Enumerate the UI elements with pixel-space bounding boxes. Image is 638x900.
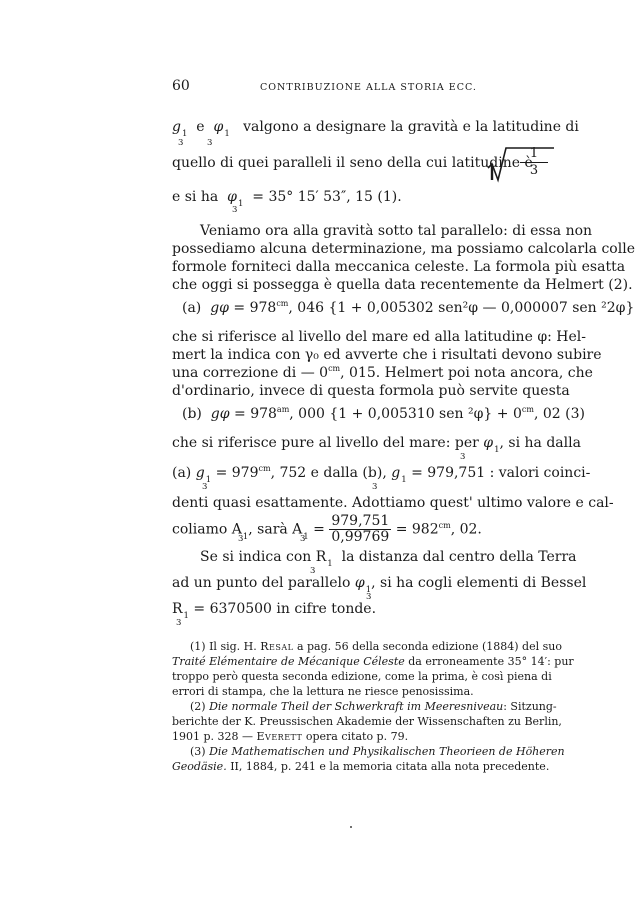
footnote-line: berichte der K. Preussischen Akademie der Wissenschaften zu Berlin, [172,715,562,728]
running-title: CONTRIBUZIONE ALLA STORIA ECC. [260,82,477,93]
text-line: (a) $g_1 = 979^{cm}$, 752 e dalla (b), $g_1 = 979,751$ : valori coinci- [172,464,591,485]
equation-b: (b) $g\varphi = 978^{am}$, 000 {1 + 0,005310 sen $^2\varphi\} + 0^{cm}$, 02 (3) [182,405,585,422]
footnote-line: troppo però questa seconda edizione, come la prima, è così piena di [172,670,552,683]
subscript-denominator: 3 [178,138,184,148]
text-line: $g_1$ e $\varphi_1$ valgono a designare la gravità e la latitudine di [172,119,579,139]
footnote-line: Geodäsie. II, 1884, p. 241 e la memoria citata alla nota precedente. [172,760,550,773]
text-line: quello di quei paralleli il seno della cui latitudine è [172,155,533,171]
footnote-1: (1) Il sig. H. Resal a pag. 56 della seconda edizione (1884) del suo [190,640,562,653]
footnote-3: (3) Die Mathematischen und Physikalischen Theorieen de Höheren [190,745,565,758]
text-line: una correzione di — $0^{cm}$, 015. Helmert poi nota ancora, che [172,364,593,381]
subscript-denominator: 3 [232,205,238,215]
fraction: $\frac{979,751}{0,99769}$ [331,513,390,545]
text-line: che si riferisce pure al livello del mare: per $\varphi_1$, si ha dalla [172,435,581,455]
subscript-denominator: 3 [366,592,372,602]
subscript-denominator: 3 [300,534,306,544]
text-line: che si riferisce al livello del mare ed alla latitudine φ: Hel- [172,329,586,345]
subscript-denominator: 3 [207,138,213,148]
text-line: Se si indica con $R_1$ la distanza dal centro della Terra [200,549,577,569]
subscript-denominator: 3 [176,618,182,628]
text-line: $R_1 = 6370500$ in cifre tonde. [172,601,377,621]
subscript-denominator: 3 [372,482,378,492]
footnote-2: (2) Die normale Theil der Schwerkraft im Meeresniveau: Sitzung- [190,700,557,713]
page-number: 60 [172,78,190,94]
footnote-line: 1901 p. 328 — Everett opera citato p. 79. [172,730,409,743]
text-line: formole forniteci dalla meccanica celeste. La formola più esatta [172,259,626,275]
text-line: coliamo $A_1$, sarà $A_1$ = $\frac{979,751}{0,99769}$ = $982^{cm}$, 02. [172,513,482,545]
subscript-denominator: 3 [460,452,466,462]
footnote-line: errori di stampa, che la lettura ne riesce penosissima. [172,685,474,698]
text-line: denti quasi esattamente. Adottiamo quest' ultimo valore e cal- [172,495,614,511]
text-line: possediamo alcuna determinazione, ma possiamo calcolarla colle [172,241,635,257]
subscript-denominator: 3 [310,566,316,576]
speck [350,826,352,828]
text-line: ad un punto del parallelo $\varphi_1$, si ha cogli elementi di Bessel [172,575,587,595]
subscript-denominator: 3 [238,534,244,544]
text-line: che oggi si possegga è quella data recentemente da Helmert (2). [172,277,633,293]
footnote-line: Traité Elémentaire de Mécanique Céleste da erroneamente 35° 14′: pur [172,655,574,668]
text-line: Veniamo ora alla gravità sotto tal parallelo: di essa non [200,223,593,239]
equation-a: (a) $g\varphi = 978^{cm}$, 046 {1 + 0,005302 sen²φ — 0,000007 sen ²2φ} [182,299,635,316]
sqrt-fraction: $\frac{1}{3}$ [520,146,548,179]
text-line: e si ha $\varphi_1 = 35^\circ$ 15′ 53″, 15 (1). [172,189,402,209]
text-line: mert la indica con γ₀ ed avverte che i risultati devono subire [172,347,602,363]
subscript-denominator: 3 [202,482,208,492]
text-line: d'ordinario, invece di questa formola può servite questa [172,383,570,399]
